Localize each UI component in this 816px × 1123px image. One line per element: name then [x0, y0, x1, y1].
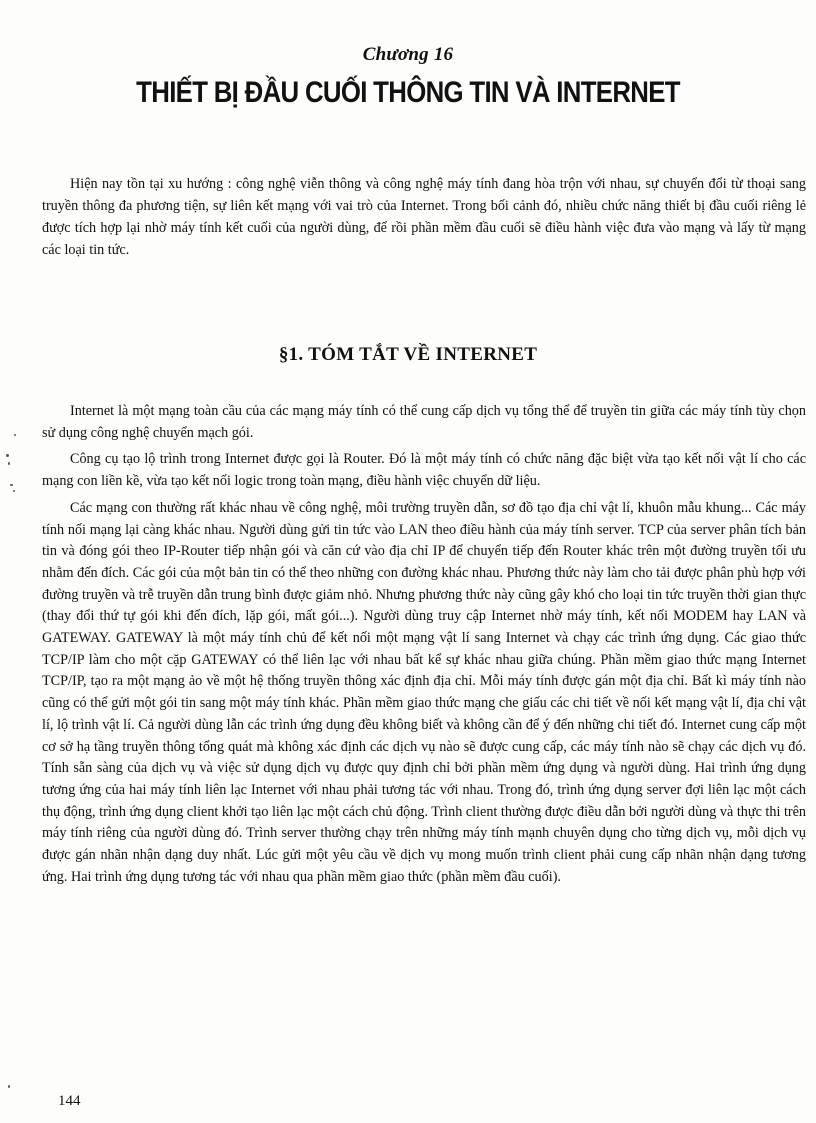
scan-speck: [13, 490, 15, 492]
section-title: §1. TÓM TẮT VỀ INTERNET: [278, 344, 538, 365]
intro-paragraph: Hiện nay tồn tại xu hướng : công nghệ viễn thông và công nghệ máy tính đang hòa trộn với nhau, sự chuyển đổi từ thoại sang truyền thông đa phương tiện, sự liên kết mạng với vai trò của Internet. Trong bối cảnh đó, nhiều chức năng thiết bị đầu cuối riêng lẻ được tích hợp lại nhờ máy tính kết cuối của người dùng, để rồi phần mềm đầu cuối sẽ điều hành việc đưa vào mạng và lấy từ mạng các loại tin tức.: [42, 176, 806, 258]
chapter-label: Chương 16: [362, 44, 454, 65]
chapter-title: THIẾT BỊ ĐẦU CUỐI THÔNG TIN VÀ INTERNET: [136, 76, 680, 109]
body-paragraph-2: Công cụ tạo lộ trình trong Internet được gọi là Router. Đó là một máy tính có chức năng đặc biệt vừa tạo kết nối vật lí cho các mạng con liền kề, vừa tạo kết nối logic trong toàn mạng, điều hành việc chuyển dữ liệu.: [42, 451, 806, 490]
scan-speck: [6, 454, 9, 457]
body-paragraph-1: Internet là một mạng toàn cầu của các mạng máy tính có thể cung cấp dịch vụ tổng thể để truyền tin giữa các máy tính tùy chọn sử dụng công nghệ chuyển mạch gói.: [42, 403, 806, 441]
scan-speck: [10, 484, 13, 486]
scan-speck: [8, 1085, 10, 1088]
scan-speck: [8, 462, 10, 465]
scan-speck: [14, 434, 16, 436]
page-number: 144: [58, 1093, 81, 1109]
section-body: [42, 401, 806, 893]
body-paragraph-3: Các mạng con thường rất khác nhau về công nghệ, môi trường truyền dẫn, sơ đồ tạo địa chỉ vật lí, khuôn mẫu khung... Các máy tính nối mạng lại càng khác nhau. Người dùng gửi tin tức vào LAN theo điều hành của máy tính server. TCP của server phân tích bản tin và đóng gói theo IP-Router tiếp nhận gói và căn cứ vào địa chỉ IP để chuyển tiếp đến Router khác trên một đường truyền tối ưu nhằm đến đích. Các gói của một bản tin có thể theo những con đường khác nhau. Phương thức này làm cho tải được phân phù hợp với đường truyền và trễ truyền dẫn trung bình được giảm nhỏ. Nhưng phương thức này cũng gây khó cho loại tin tức truyền thời gian thực (thay đổi thứ tự gói khi đến đích, lặp gói, mất gói...). Người dùng truy cập Internet nhờ máy tính, kết nối MODEM hay LAN và GATEWAY. GATEWAY là một máy tính chủ để kết nối một mạng vật lí sang Internet và chạy các trình ứng dụng. Các giao thức TCP/IP làm cho một cặp GATEWAY có thể liên lạc với nhau bất kể sự khác nhau giữa chúng. Phần mềm giao thức mạng Internet TCP/IP, tạo ra một mạng ảo về một hệ thống truyền thông xác định địa chỉ. Mỗi máy tính được gán một địa chỉ. Bất kì máy tính nào cũng có thể gửi một gói tin sang một máy tính khác. Phần mềm giao thức mạng che giấu các chi tiết về nối kết mạng vật lí, địa chỉ vật lí, lộ trình vật lí. Cả người dùng lẫn các trình ứng dụng đều không biết và không cần để ý đến những chi tiết đó. Internet cung cấp một cơ sở hạ tầng truyền thông tổng quát mà không xác định các dịch vụ nào sẽ được cung cấp, các máy tính nào sẽ chạy các dịch vụ đó. Tính sẵn sàng của dịch vụ và việc sử dụng dịch vụ được quy định chỉ bởi phần mềm ứng dụng và người dùng. Hai trình ứng dụng tương ứng của hai máy tính liên lạc Internet với nhau phải tương tác với nhau. Trong đó, trình ứng dụng server đợi liên lạc một cách thụ động, trình ứng dụng client khởi tạo liên lạc một cách chủ động. Trình client thường được điều dẫn bởi người dùng và thực thi trên máy tính riêng của người dùng đó. Trình server thường chạy trên những máy tính mạnh chuyên dụng cho từng dịch vụ, mỗi dịch vụ được gán nhãn nhận dạng duy nhất. Lúc gửi một yêu cầu về dịch vụ mong muốn trình client phải cung cấp nhãn nhận dạng tương ứng. Hai trình ứng dụng tương tác với nhau qua phần mềm giao thức (phần mềm đầu cuối).: [42, 499, 806, 885]
